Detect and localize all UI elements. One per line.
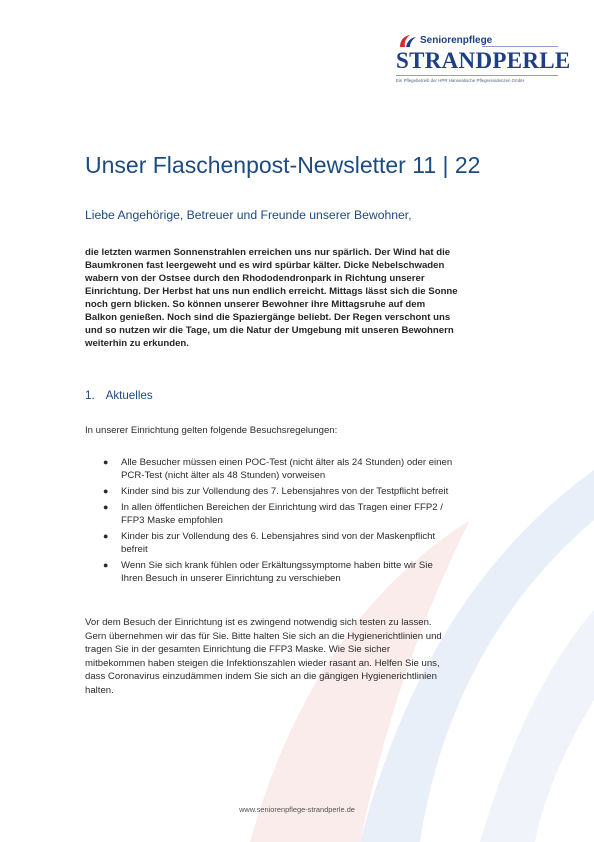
closing-line: tragen Sie in der gesamten Einrichtung die FFP3 Maske. Wie Sie sicher <box>85 644 391 655</box>
logo-tagline: Ein Pflegebetrieb der HPR Hanseatische Pflegeresidenzen GmbH <box>396 78 525 83</box>
section-heading <box>85 389 153 402</box>
closing-line: mitbekommen haben steigen die Infektionszahlen wieder rasant an. Helfen Sie uns, <box>85 657 440 669</box>
intro-line: Einrichtung. Der Herbst hat uns nun endlich erreicht. Mittags lässt sich die Sonne <box>85 286 458 297</box>
intro-line: wabern von der Ostsee durch den Rhododendronpark in Richtung unserer <box>85 273 425 284</box>
list-item <box>103 485 523 498</box>
list-item <box>103 559 523 585</box>
footer-website-link[interactable]: www.seniorenpflege-strandperle.de <box>239 805 355 814</box>
list-item-line: Ihren Besuch in unserer Einrichtung zu verschieben <box>121 573 341 584</box>
intro-line: die letzten warmen Sonnenstrahlen erreichen uns nur spärlich. Der Wind hat die <box>85 247 451 258</box>
greeting: Liebe Angehörige, Betreuer und Freunde unserer Bewohner, <box>85 208 412 222</box>
wave-logo-icon <box>398 34 418 48</box>
list-item-line: Alle Besucher müssen einen POC-Test (nicht älter als 24 Stunden) oder einen <box>121 457 453 468</box>
bullet-icon: ● <box>103 531 109 541</box>
list-item-line: Wenn Sie sich krank fühlen oder Erkältungssymptome haben bitte wir Sie <box>121 560 433 571</box>
logo-wordmark: STRANDPERLE <box>396 48 571 73</box>
bullet-icon: ● <box>103 457 109 467</box>
closing-paragraph <box>85 616 515 697</box>
intro-line: und so nutzen wir die Tage, um die Natur der Umgebung mit unseren Bewohnern <box>85 325 454 336</box>
list-item <box>103 501 523 527</box>
intro-line: noch gern blicken. So können unserer Bewohner ihre Mittagsruhe auf dem <box>85 299 426 310</box>
list-item <box>103 530 523 556</box>
intro-line: Baumkronen fast leergeweht und es wird spürbar kälter. Dicke Nebelschwaden <box>85 260 445 271</box>
bullet-icon: ● <box>103 560 109 570</box>
section-title: Aktuelles <box>105 389 153 402</box>
logo-divider-bottom <box>396 75 558 76</box>
closing-line: Vor dem Besuch der Einrichtung ist es zwingend notwendig sich testen zu lassen. <box>85 617 432 628</box>
bullet-icon: ● <box>103 502 109 512</box>
list-item-line: Kinder sind bis zur Vollendung des 7. Lebensjahres von der Testpflicht befreit <box>121 486 449 497</box>
section-number: 1. <box>85 389 95 402</box>
closing-line: dass Coronavirus einzudämmen indem Sie sich an die gängigen Hygienerichtlinien <box>85 671 437 682</box>
bullet-icon: ● <box>103 486 109 496</box>
list-item-line: FFP3 Maske empfohlen <box>121 515 223 526</box>
logo-divider-top <box>482 46 558 47</box>
intro-paragraph <box>85 246 515 350</box>
list-item-line: PCR-Test (nicht älter als 48 Stunden) vorweisen <box>121 470 326 481</box>
closing-line: halten. <box>85 684 114 696</box>
closing-line: Gern übernehmen wir das für Sie. Bitte halten Sie sich an die Hygienerichtlinien und <box>85 630 442 642</box>
page-title: Unser Flaschenpost-Newsletter 11 | 22 <box>85 152 481 178</box>
list-item-line: befreit <box>121 544 148 555</box>
visiting-rules-list <box>103 456 523 588</box>
intro-line: weiterhin zu erkunden. <box>85 338 189 349</box>
logo-subtitle: Seniorenpflege <box>420 35 493 46</box>
intro-line: Balkon genießen. Noch sind die Spaziergänge beliebt. Der Regen verschont uns <box>85 312 451 323</box>
rules-intro: In unserer Einrichtung gelten folgende Besuchsregelungen: <box>85 425 338 436</box>
list-item-line: In allen öffentlichen Bereichen der Einrichtung wird das Tragen einer FFP2 / <box>121 502 443 513</box>
list-item-line: Kinder bis zur Vollendung des 6. Lebensjahres sind von der Maskenpflicht <box>121 531 436 542</box>
list-item <box>103 456 523 482</box>
